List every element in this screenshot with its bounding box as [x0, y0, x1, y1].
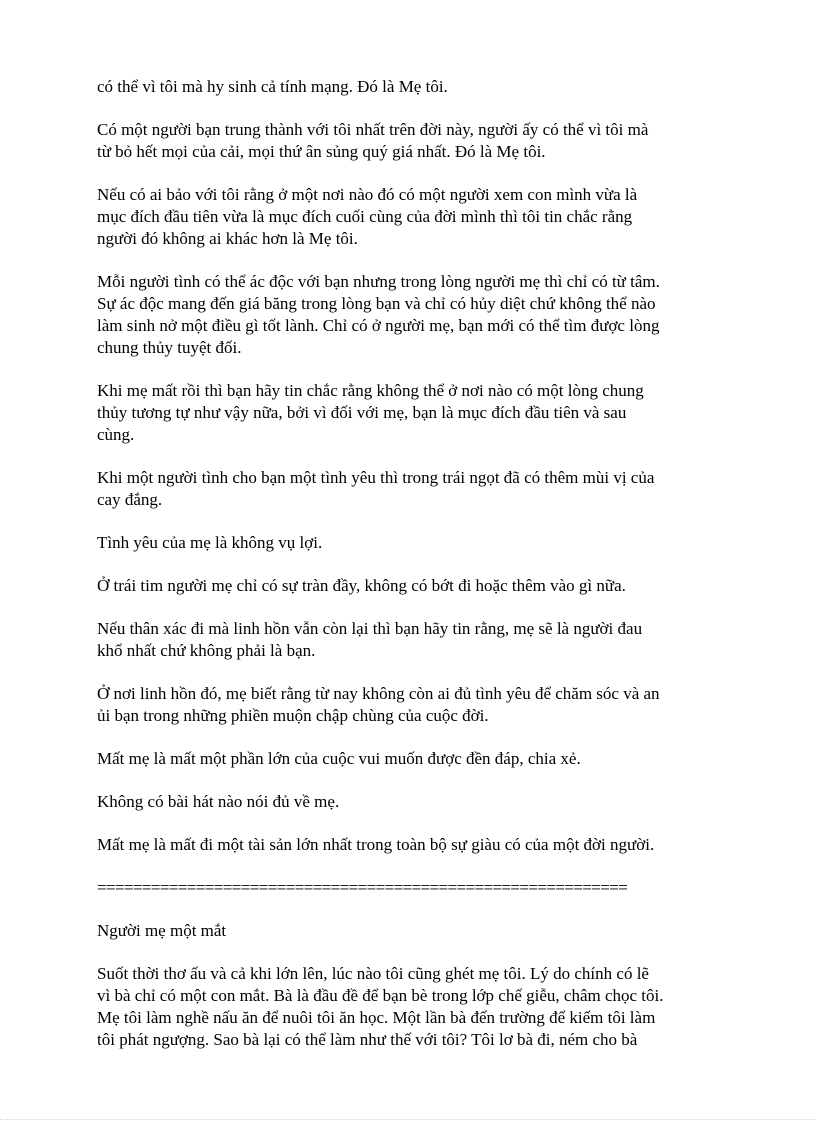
paragraph: Không có bài hát nào nói đủ về mẹ. [97, 792, 340, 811]
paragraph: Mất mẹ là mất một phần lớn của cuộc vui muốn được đền đáp, chia xẻ. [97, 749, 581, 768]
paragraph: Khi mẹ mất rồi thì bạn hãy tin chắc rằng không thể ở nơi nào có một lòng chung thủy tương tự như vậy nữa, bởi vì đối với mẹ, bạn là mục đích đầu tiên và sau cùng. [97, 381, 644, 444]
paragraph: có thể vì tôi mà hy sinh cả tính mạng. Đó là Mẹ tôi. [97, 77, 448, 96]
page-boundary [0, 1119, 816, 1120]
section-separator: =========================================================== [97, 878, 628, 897]
paragraph: Ở trái tim người mẹ chỉ có sự tràn đầy, không có bớt đi hoặc thêm vào gì nữa. [97, 576, 626, 595]
paragraph: Nếu thân xác đi mà linh hồn vẫn còn lại thì bạn hãy tin rằng, mẹ sẽ là người đau khổ nhất chứ không phải là bạn. [97, 619, 643, 660]
paragraph: Mỗi người tình có thể ác độc với bạn nhưng trong lòng người mẹ thì chỉ có từ tâm. Sự ác độc mang đến giá băng trong lòng bạn và chỉ có hủy diệt chứ không thể nào làm sinh nở một điều gì tốt lành. Chỉ có ở người mẹ, bạn mới có thể tìm được lòng chung thủy tuyệt đối. [97, 272, 660, 357]
story-title: Người mẹ một mắt [97, 921, 227, 940]
paragraph: Khi một người tình cho bạn một tình yêu thì trong trái ngọt đã có thêm mùi vị của cay đắng. [97, 468, 655, 509]
paragraph: Có một người bạn trung thành với tôi nhất trên đời này, người ấy có thể vì tôi mà từ bỏ hết mọi của cải, mọi thứ ân sủng quý giá nhất. Đó là Mẹ tôi. [97, 120, 649, 161]
story-paragraph: Suốt thời thơ ấu và cả khi lớn lên, lúc nào tôi cũng ghét mẹ tôi. Lý do chính có lẽ vì bà chỉ có một con mắt. Bà là đầu đề để bạn bè trong lớp chế giễu, châm chọc tôi. Mẹ tôi làm nghề nấu ăn để nuôi tôi ăn học. Một lần bà đến trường để kiếm tôi làm tôi phát ngượng. Sao bà lại có thể làm như thế với tôi? Tôi lơ bà đi, ném cho bà [97, 964, 664, 1049]
paragraph: Tình yêu của mẹ là không vụ lợi. [97, 533, 323, 552]
document-page [97, 76, 747, 1072]
paragraph: Ở nơi linh hồn đó, mẹ biết rằng từ nay không còn ai đủ tình yêu để chăm sóc và an ủi bạn trong những phiền muộn chập chùng của cuộc đời. [97, 684, 660, 725]
paragraph: Mất mẹ là mất đi một tài sản lớn nhất trong toàn bộ sự giàu có của một đời người. [97, 835, 655, 854]
paragraph: Nếu có ai bảo với tôi rằng ở một nơi nào đó có một người xem con mình vừa là mục đích đầu tiên vừa là mục đích cuối cùng của đời mình thì tôi tin chắc rằng người đó không ai khác hơn là Mẹ tôi. [97, 185, 638, 248]
